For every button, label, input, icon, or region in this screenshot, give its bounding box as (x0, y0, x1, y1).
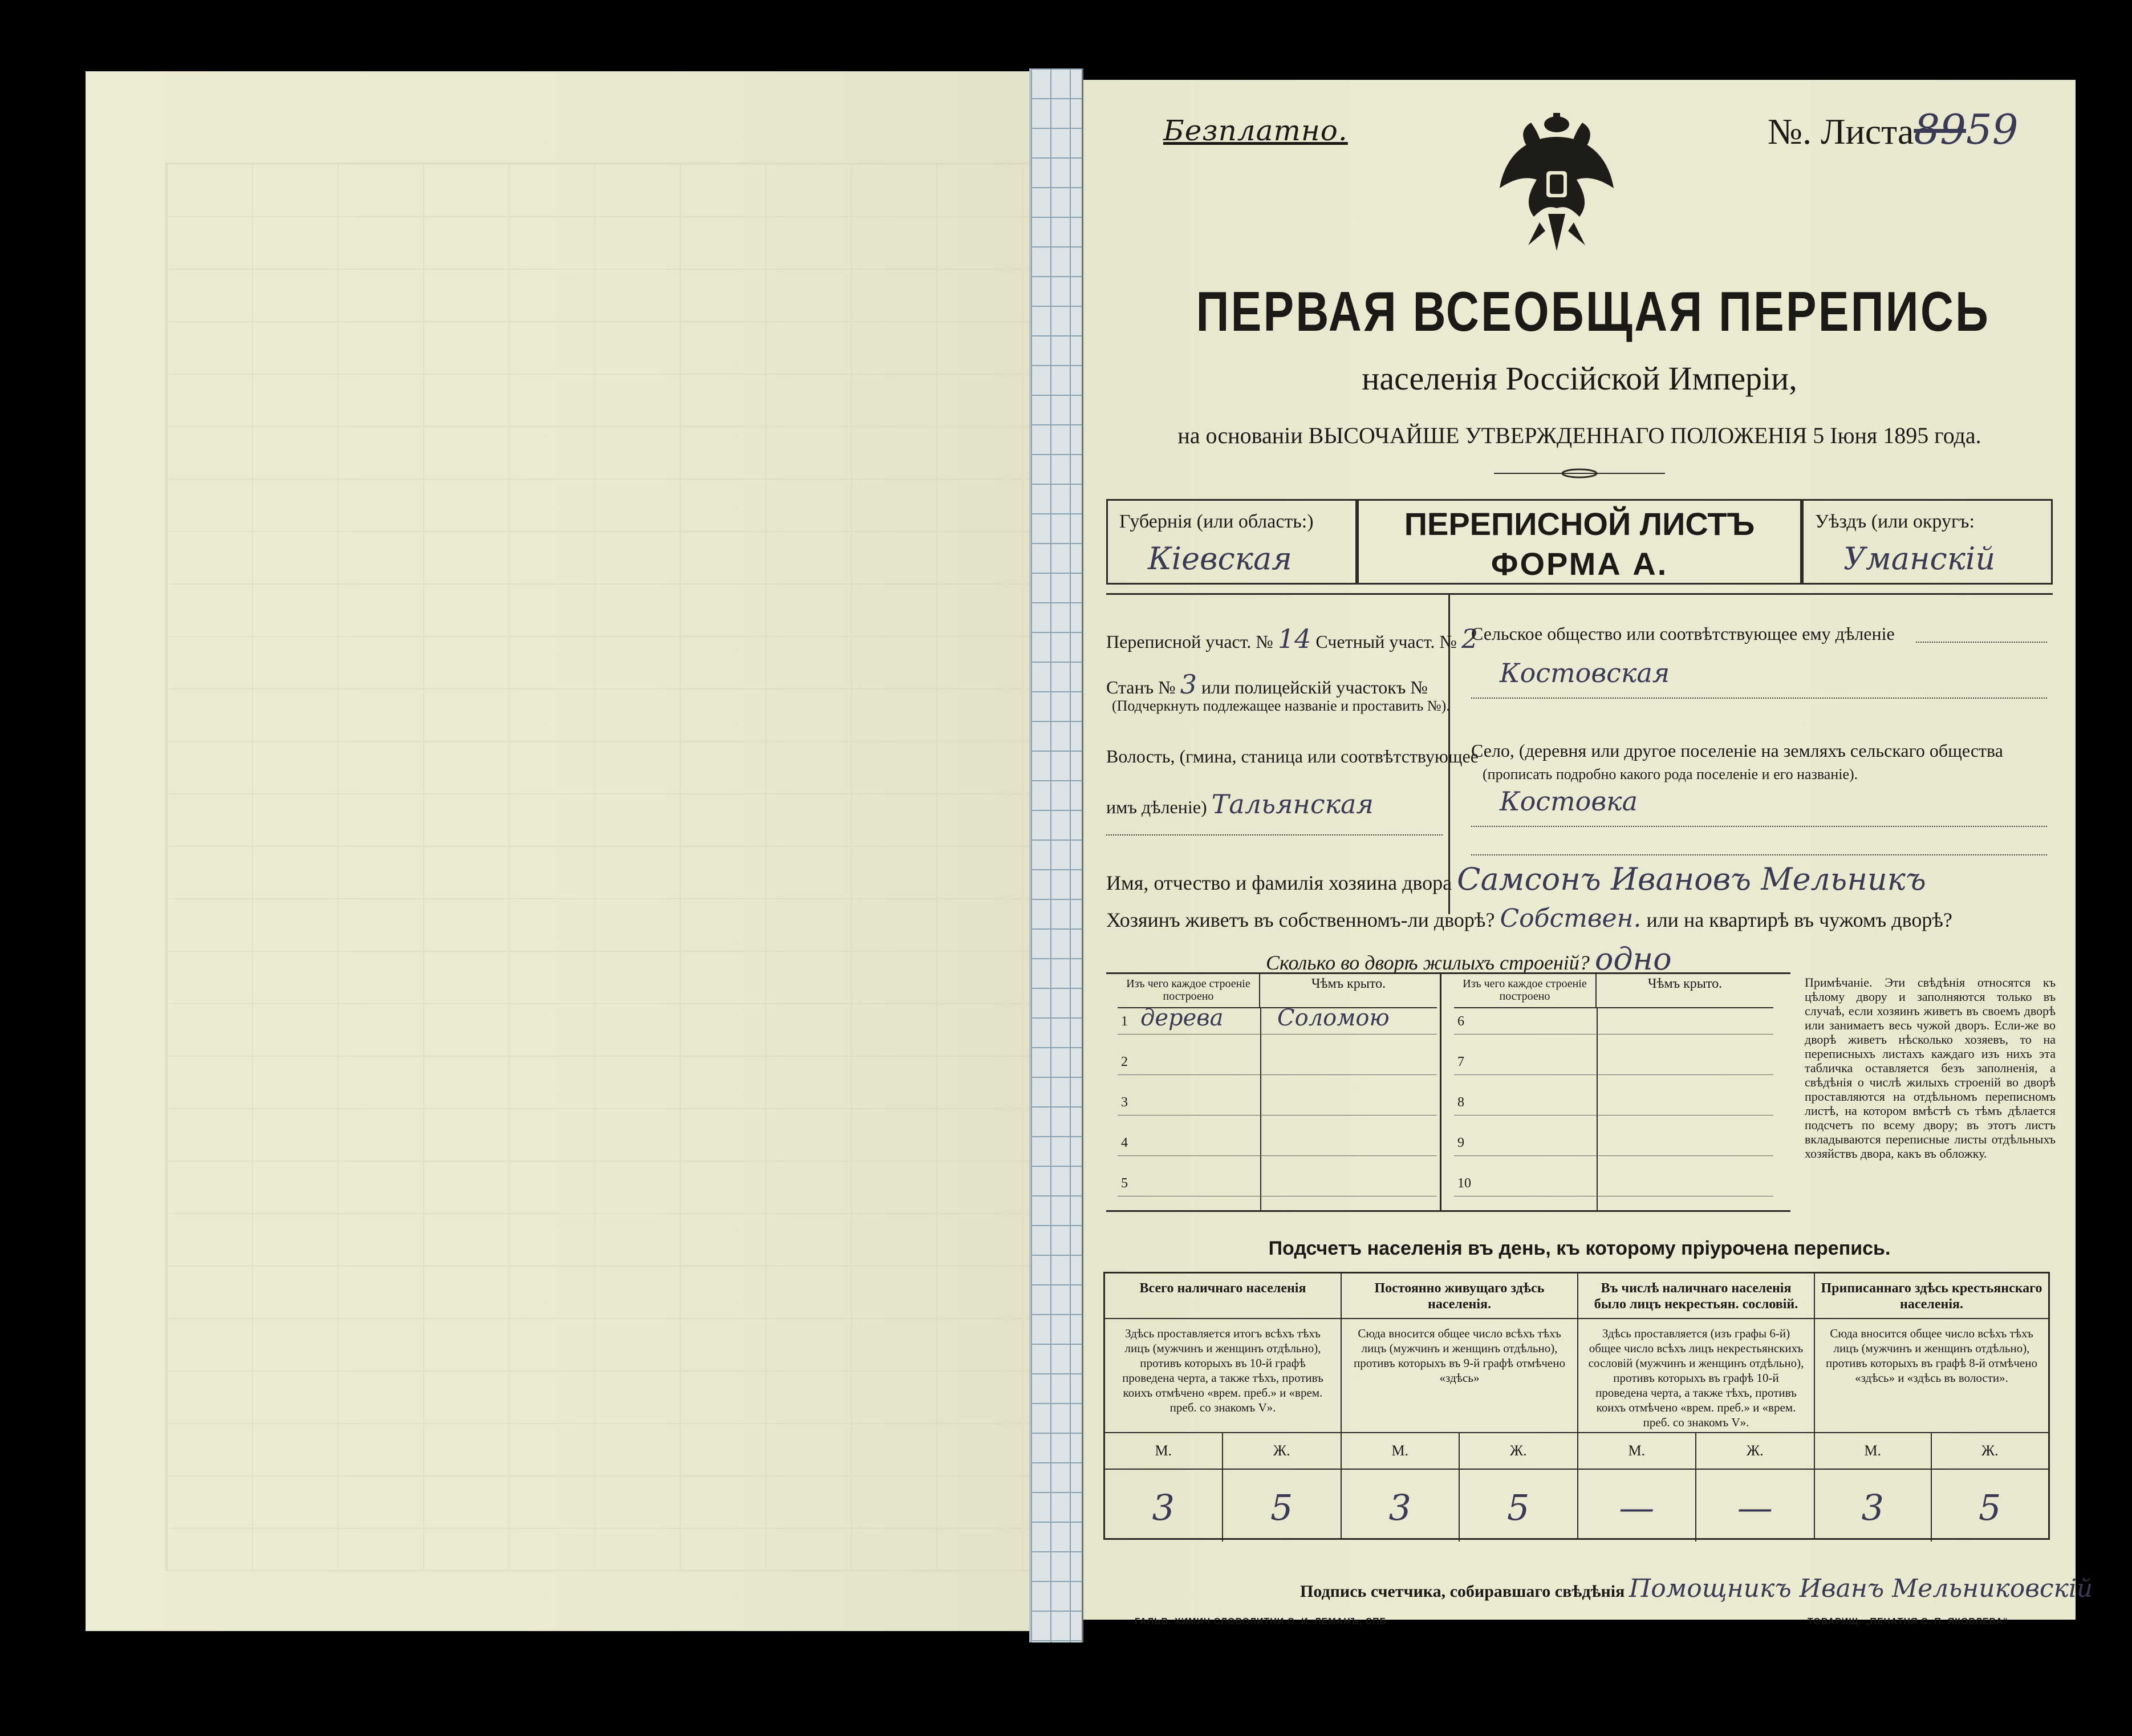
signature-label: Подпись счетчика, собиравшаго свѣдѣнія (1300, 1582, 1625, 1601)
main-title: ПЕРВАЯ ВСЕОБЩАЯ ПЕРЕПИСЬ (1196, 280, 1991, 343)
society-value-line (1471, 697, 2047, 699)
male-label: М. (1815, 1433, 1932, 1470)
male-count: — (1578, 1470, 1696, 1542)
count-col-header: Постоянно живущаго здѣсь населенія. (1342, 1273, 1577, 1319)
count-col-total (1105, 1273, 1342, 1538)
count-col-header: Въ числѣ наличнаго населенія было лицъ некрестьян. сословій. (1578, 1273, 1814, 1319)
society-label: Сельское общество или соотвѣтствующее ему дѣленіе (1471, 623, 1895, 644)
count-unit-label: Счетный участ. № (1315, 631, 1457, 652)
village-value: Костовка (1500, 786, 1638, 817)
row-number: 8 (1457, 1095, 1464, 1110)
printer-imprint-left: ГАЛЬВ. ХИМИЧ СЛОВОЛИТНИ О. И. ЛЕМАНЪ, СПБ (1135, 1617, 1387, 1627)
village-value-line (1471, 826, 2047, 827)
female-count: 5 (1270, 1487, 1293, 1528)
form-title-box (1357, 499, 1802, 585)
count-col-permanent (1342, 1273, 1578, 1538)
volost-extra-line (1106, 834, 1443, 835)
buildings-table-divider (1440, 974, 1441, 1210)
sheet-number-crossed: 89 (1914, 106, 1966, 153)
row-number: 9 (1457, 1135, 1464, 1150)
sheet-number-label: №. Листа (1768, 111, 1914, 152)
volost-label: Волость, (гмина, станица или соотвѣтствующее (1106, 746, 1479, 766)
female-label: Ж. (1223, 1433, 1341, 1470)
stan-label: Станъ № (1106, 677, 1176, 697)
row-number: 1 (1121, 1014, 1128, 1029)
signature-value: Помощникъ Иванъ Мельниковскій (1629, 1574, 2093, 1603)
owner-name-field (1106, 861, 1926, 897)
village-extra-line (1471, 854, 2047, 855)
table-row (1118, 1005, 1437, 1035)
count-unit-value: 2 (1461, 623, 1479, 654)
society-label-line (1916, 642, 2047, 643)
double-headed-eagle-icon (1494, 108, 1619, 257)
uezd-label: Уѣздъ (или округъ: (1815, 511, 1975, 532)
female-count: 5 (1979, 1487, 2001, 1528)
enumerator-signature (1300, 1574, 2093, 1603)
buildings-note: Примѣчаніе. Эти свѣдѣнія относятся къ цѣлому двору и заполняются только въ случаѣ, если хозяинъ живетъ въ своемъ дворѣ или занимаетъ весь чужой дворъ. Если-же во дворѣ живетъ нѣсколько хозяевъ, то на переписныхъ листахъ каждаго изъ нихъ эта табличка оставляется безъ заполненія, а свѣдѣнія о числѣ жилыхъ строеній во дворѣ проставляются на отдѣльномъ переписномъ листѣ, на котором вмѣстѣ съ тѣмъ дѣлается подсчетъ по всему двору; въ этотъ листъ вкладываются переписные листы отдѣльныхъ хозяйствъ двора, какъ въ обложку. (1805, 975, 2056, 1161)
census-form-page (1083, 80, 2093, 1627)
count-col-header: Всего наличнаго населенія (1105, 1273, 1341, 1319)
count-col-description: Здѣсь проставляется (изъ графы 6-й) общее число всѣхъ лицъ некрестьянскихъ сословій (мужчинъ и женщинъ отдѣльно), противъ которыхъ въ графѣ 10-й проведена черта, а также тѣхъ, противъ коихъ отмѣчено «врем. преб.» и «врем. преб. со знакомъ V». (1578, 1319, 1814, 1433)
left-page-blank (86, 71, 1032, 1631)
male-count: 3 (1342, 1470, 1460, 1542)
count-title: Подсчетъ населенія въ день, къ которому пріурочена перепись. (1268, 1238, 1891, 1259)
table-row (1454, 1130, 1773, 1156)
count-col-description: Сюда вносится общее число всѣхъ тѣхъ лицъ (мужчинъ и женщинъ отдѣльно), противъ которыхъ въ графѣ 8-й отмѣчено «здѣсь» и «здѣсь въ волости». (1815, 1319, 2048, 1433)
owner-name-value: Самсонъ Ивановъ Мельникъ (1457, 861, 1926, 897)
sub-title: населенія Россійской Имперіи, (1362, 360, 1797, 397)
table-row (1454, 1089, 1773, 1116)
census-unit-label: Переписной участ. № (1106, 631, 1273, 652)
village-hint: (прописать подробно какого рода поселеніе и его названіе). (1483, 766, 1858, 782)
row-roof: Соломою (1277, 1005, 1390, 1031)
male-count: 3 (1105, 1470, 1223, 1542)
printer-imprint-right: ТОВАРИЩ. „ПЕЧАТНЯ С. П. ЯКОВЛЕВА“ (1808, 1617, 2008, 1627)
gubernia-value: Кіевская (1148, 541, 1292, 577)
row-number: 10 (1457, 1176, 1471, 1191)
basis-line: на основаніи ВЫСОЧАЙШЕ УТВЕРЖДЕННАГО ПОЛОЖЕНІЯ 5 Іюня 1895 года. (1177, 423, 1981, 448)
owner-name-label: Имя, отчество и фамилія хозяина двора (1106, 871, 1452, 894)
police-unit-label: или полицейскій участокъ № (1201, 677, 1428, 697)
row-number: 2 (1121, 1054, 1128, 1069)
uezd-box (1802, 499, 2053, 585)
residence-label: Хозяинъ живетъ въ собственномъ-ли дворѣ? (1106, 908, 1495, 931)
population-count-table (1103, 1272, 2050, 1540)
count-col-description: Сюда вносится общее число всѣхъ тѣхъ лицъ (мужчинъ и женщинъ отдѣльно), противъ которыхъ въ 9-й графѣ отмѣчено «здѣсь» (1342, 1319, 1577, 1433)
male-count: 3 (1815, 1470, 1932, 1542)
residence-label-2: или на квартирѣ въ чужомъ дворѣ? (1646, 908, 1952, 931)
gubernia-box (1106, 499, 1357, 585)
row-number: 7 (1457, 1054, 1464, 1069)
table-row (1454, 1170, 1773, 1196)
stan-field (1106, 669, 1428, 700)
stan-hint: (Подчеркнуть подлежащее названіе и проставить №). (1112, 697, 1450, 714)
gubernia-label: Губернія (или область:) (1119, 511, 1314, 532)
row-number: 5 (1121, 1176, 1128, 1191)
male-label: М. (1342, 1433, 1460, 1470)
table-row (1118, 1089, 1437, 1116)
buildings-count-value: одно (1594, 941, 1672, 977)
form-title-line-1: ПЕРЕПИСНОЙ ЛИСТЪ (1404, 506, 1755, 542)
male-label: М. (1105, 1433, 1223, 1470)
female-label: Ж. (1932, 1433, 2049, 1470)
residence-value: Собствен. (1500, 904, 1642, 933)
divider-ornament-icon (1494, 468, 1665, 479)
free-label: Безплатно. (1163, 114, 1348, 147)
census-unit-field (1106, 623, 1478, 654)
count-col-header: Приписаннаго здѣсь крестьянскаго населенія. (1815, 1273, 2048, 1319)
female-label: Ж. (1460, 1433, 1578, 1470)
census-unit-value: 14 (1277, 623, 1311, 654)
table-row (1118, 1049, 1437, 1075)
row-number: 6 (1457, 1014, 1464, 1029)
count-col-non-peasant (1578, 1273, 1815, 1538)
stan-value: 3 (1180, 669, 1197, 700)
society-value-wrap (1500, 658, 1670, 688)
table-row (1118, 1130, 1437, 1156)
owner-residence-field (1106, 904, 1952, 933)
buildings-table (1106, 972, 1790, 1212)
male-label: М. (1578, 1433, 1696, 1470)
table-row (1118, 1170, 1437, 1196)
row-material: дерева (1140, 1005, 1224, 1031)
female-label: Ж. (1696, 1433, 1814, 1470)
form-title-line-2: ФОРМА А. (1491, 546, 1668, 582)
village-value-wrap (1500, 786, 1638, 817)
table-row (1454, 1008, 1773, 1035)
col-material-header: Изъ чего каждое строеніе построено (1118, 974, 1260, 1008)
female-count: 5 (1507, 1487, 1530, 1528)
volost-field (1106, 789, 1374, 820)
uezd-value: Уманскій (1843, 541, 1996, 577)
row-number: 3 (1121, 1095, 1128, 1110)
volost-value: Тальянская (1211, 789, 1374, 820)
society-value: Костовская (1500, 658, 1670, 688)
female-count: — (1737, 1487, 1773, 1528)
row-number: 4 (1121, 1135, 1128, 1150)
table-row (1454, 1049, 1773, 1075)
col-material-header-right: Изъ чего каждое строеніе построено (1454, 974, 1597, 1008)
volost-label-2: имъ дѣленіе) (1106, 797, 1207, 817)
bleed-through-grid (165, 163, 1032, 1571)
buildings-table-right (1454, 974, 1773, 1210)
count-col-registered-peasant (1815, 1273, 2048, 1538)
sheet-number-value: 59 (1965, 106, 2019, 153)
col-roof-header: Чѣмъ крыто. (1260, 974, 1437, 1008)
sheet-number (1768, 106, 2019, 153)
buildings-count-label: Сколько во дворѣ жилыхъ строеній? (1266, 951, 1590, 974)
buildings-table-left (1118, 974, 1437, 1210)
count-col-description: Здѣсь проставляется итогъ всѣхъ тѣхъ лицъ (мужчинъ и женщинъ отдѣльно), противъ которыхъ въ 10-й графѣ проведена черта, а также тѣхъ, противъ коихъ отмѣчено «врем. преб.» и «врем. преб. со знакомъ V». (1105, 1319, 1341, 1433)
village-label: Село, (деревня или другое поселеніе на земляхъ сельскаго общества (1471, 740, 2003, 761)
col-roof-header-right: Чѣмъ крыто. (1597, 974, 1773, 1008)
binding-strip (1029, 68, 1083, 1642)
buildings-count-field (1266, 941, 1672, 977)
